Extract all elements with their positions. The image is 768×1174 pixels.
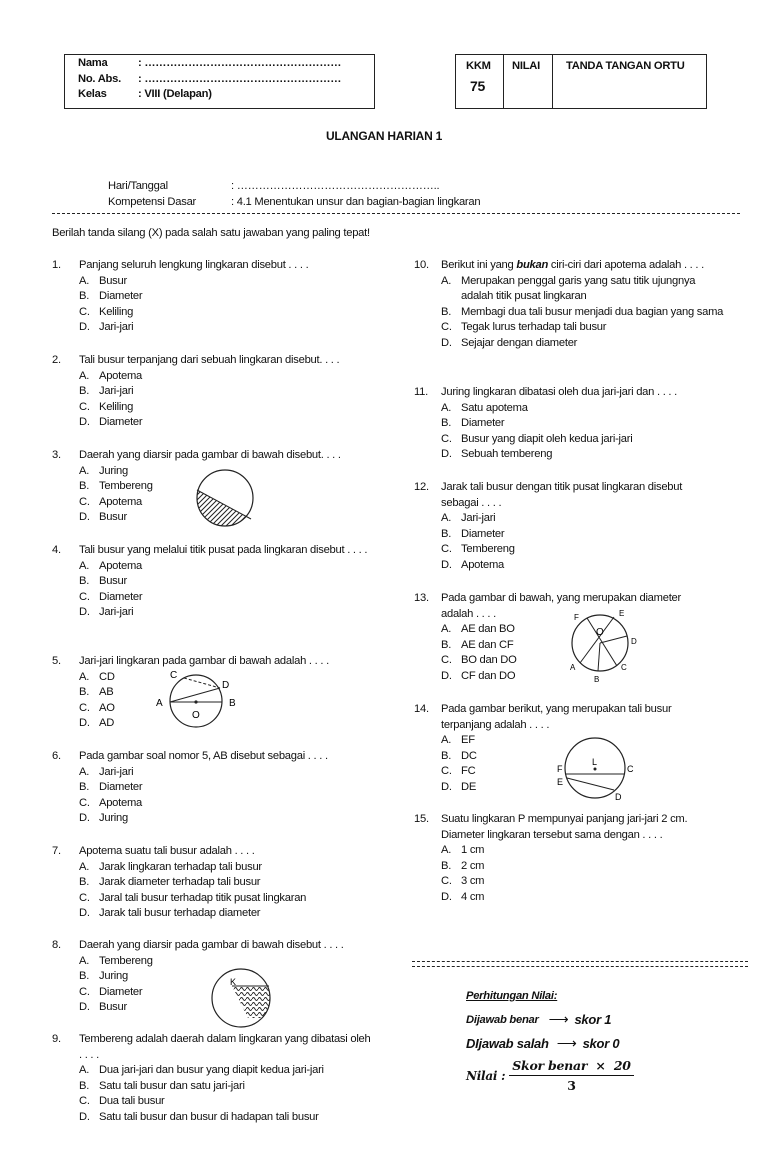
option-text: Satu tali busur dan busur di hadapan tali busur: [99, 1110, 319, 1123]
figure-q8-circle: [210, 966, 272, 1030]
option-text: Tembereng: [461, 543, 515, 556]
kkm-value: 75: [470, 78, 486, 94]
answer-option[interactable]: [414, 859, 714, 875]
option-letter: C.: [441, 875, 452, 888]
answer-option[interactable]: [414, 558, 714, 574]
option-letter: B.: [79, 876, 90, 889]
nilai-label: NILAI: [512, 60, 540, 72]
option-text: Apotema: [99, 559, 143, 572]
question-number: 9.: [52, 1033, 61, 1045]
option-text: Diameter: [99, 781, 143, 794]
question-text: Suatu lingkaran P mempunyai panjang jari-jari 2 cm. Diameter lingkaran tersebut sama dengan . . . .: [441, 813, 688, 841]
answer-option[interactable]: [52, 305, 352, 321]
meta-value: : 4.1 Menentukan unsur dan bagian-bagian lingkaran: [231, 195, 481, 208]
option-letter: D.: [441, 669, 452, 682]
option-text: Tembereng: [99, 954, 153, 967]
question-text: Panjang seluruh lengkung lingkaran disebut . . . .: [79, 259, 309, 271]
question-text: Tali busur yang melalui titik pusat pada lingkaran disebut . . . .: [79, 544, 368, 556]
option-text: Jari-jari: [99, 385, 134, 398]
option-letter: C.: [79, 985, 90, 998]
answer-option[interactable]: [414, 336, 730, 352]
option-text: Busur: [99, 575, 127, 588]
option-letter: C.: [79, 495, 90, 508]
shaded-segment: [195, 489, 255, 529]
option-letter: A.: [441, 401, 452, 414]
option-text: Apotema: [461, 558, 505, 571]
student-field-label: Kelas: [78, 88, 107, 100]
option-text: 2 cm: [461, 859, 485, 872]
answer-option[interactable]: [52, 415, 372, 431]
option-letter: D.: [79, 511, 90, 524]
option-text: Diameter: [99, 416, 143, 429]
option-letter: C.: [79, 1095, 90, 1108]
question-10: [414, 258, 730, 352]
answer-option[interactable]: [52, 320, 352, 336]
fig13-label-a: A: [570, 663, 576, 672]
answer-option[interactable]: [414, 653, 704, 669]
option-text: 1 cm: [461, 844, 485, 857]
option-text: Apotema: [99, 495, 143, 508]
option-letter: C.: [79, 701, 90, 714]
option-text: Apotema: [99, 796, 143, 809]
fig13-label-c: C: [621, 663, 627, 672]
option-text: Diameter: [461, 527, 505, 540]
option-text: Jarak diameter terhadap tali busur: [99, 876, 261, 889]
fig14-label-d: D: [615, 792, 622, 802]
answer-option[interactable]: [414, 511, 714, 527]
question-2: [52, 353, 372, 431]
option-text: Dua jari-jari dan busur yang diapit kedua jari-jari: [99, 1064, 324, 1077]
fig14-label-c: C: [627, 764, 634, 774]
formula-fraction: [509, 1058, 633, 1093]
option-letter: C.: [79, 796, 90, 809]
meta-label: Hari/Tanggal: [108, 180, 168, 192]
option-text: Satu tali busur dan satu jari-jari: [99, 1079, 245, 1092]
option-letter: D.: [441, 890, 452, 903]
question-number: 6.: [52, 750, 61, 762]
option-letter: A.: [441, 274, 452, 287]
option-text: FC: [461, 765, 476, 778]
fig13-label-f: F: [574, 613, 579, 622]
option-text: CF dan DO: [461, 669, 516, 682]
salah-label: DIjawab salah: [466, 1036, 549, 1051]
fig8-label-k: K: [230, 977, 236, 987]
option-letter: A.: [441, 734, 452, 747]
answer-option[interactable]: [52, 590, 372, 606]
option-letter: B.: [441, 859, 452, 872]
fig5-label-b: B: [229, 698, 236, 709]
option-text: CD: [99, 670, 115, 683]
option-letter: A.: [441, 623, 452, 636]
answer-option[interactable]: [52, 384, 372, 400]
option-text: Satu apotema: [461, 401, 528, 414]
option-letter: B.: [79, 480, 90, 493]
option-letter: B.: [441, 305, 452, 318]
student-field-label: No. Abs.: [78, 72, 121, 85]
instruction: Berilah tanda silang (X) pada salah satu jawaban yang paling tepat!: [52, 227, 370, 239]
option-text: Membagi dua tali busur menjadi dua bagian yang sama: [461, 305, 724, 318]
formula-denominator: 3: [567, 1078, 576, 1093]
option-text: Busur: [99, 274, 127, 287]
option-text: Juring: [99, 464, 128, 477]
option-letter: A.: [441, 512, 452, 525]
question-15: [414, 812, 714, 906]
question-number: 13.: [414, 592, 429, 604]
option-letter: D.: [441, 336, 452, 349]
option-letter: B.: [441, 638, 452, 651]
grade-box-divider-1: [503, 54, 504, 108]
answer-option[interactable]: [52, 1094, 372, 1110]
option-text: DC: [461, 749, 477, 762]
option-text: AD: [99, 717, 115, 730]
option-letter: D.: [79, 416, 90, 429]
arrow-icon: ⟶: [556, 1035, 577, 1051]
answer-option[interactable]: [414, 320, 730, 336]
option-text: 3 cm: [461, 875, 485, 888]
question-number: 1.: [52, 259, 61, 271]
question-emphasis: bukan: [516, 259, 549, 271]
option-letter: C.: [79, 590, 90, 603]
option-text: Apotema: [99, 369, 143, 382]
option-letter: B.: [79, 575, 90, 588]
scoring-divider: [412, 961, 748, 967]
option-letter: B.: [79, 385, 90, 398]
option-text: Sebuah tembereng: [461, 448, 553, 461]
scoring-title: Perhitungan Nilai:: [466, 990, 558, 1002]
option-text: DE: [461, 780, 477, 793]
ttd-label: TANDA TANGAN ORTU: [566, 60, 685, 72]
question-number: 5.: [52, 655, 61, 667]
question-number: 15.: [414, 813, 429, 825]
option-letter: B.: [441, 527, 452, 540]
answer-option[interactable]: [414, 527, 714, 543]
question-11: [414, 385, 714, 463]
question-7: [52, 844, 372, 922]
answer-option[interactable]: [52, 605, 372, 621]
option-letter: D.: [441, 558, 452, 571]
option-letter: A.: [79, 369, 90, 382]
question-number: 12.: [414, 481, 429, 493]
option-text: Keliling: [99, 305, 134, 318]
question-number: 7.: [52, 845, 61, 857]
fig5-label-a: A: [156, 698, 163, 709]
option-text: Merupakan penggal garis yang satu titik ujungnya adalah titik pusat lingkaran: [461, 274, 696, 303]
header-divider: [52, 213, 740, 214]
option-letter: C.: [79, 305, 90, 318]
fig13-label-e: E: [619, 609, 625, 618]
answer-option[interactable]: [414, 542, 714, 558]
meta-value: : ………………………………………………..: [231, 180, 440, 192]
option-letter: C.: [441, 432, 452, 445]
grade-box-divider-2: [552, 54, 553, 108]
question-number: 4.: [52, 544, 61, 556]
option-text: Jari-jari: [99, 765, 134, 778]
fig14-label-l: L: [592, 757, 597, 767]
option-letter: C.: [79, 891, 90, 904]
fig13-label-b: B: [594, 675, 600, 684]
answer-option[interactable]: [52, 559, 372, 575]
answer-option[interactable]: [52, 811, 372, 827]
answer-option[interactable]: [414, 622, 704, 638]
answer-option[interactable]: [414, 274, 730, 305]
answer-option[interactable]: [52, 796, 372, 812]
answer-option[interactable]: [52, 765, 372, 781]
question-text: Juring lingkaran dibatasi oleh dua jari-jari dan . . . .: [441, 386, 677, 398]
option-text: 4 cm: [461, 890, 485, 903]
question-text: Tembereng adalah daerah dalam lingkaran yang dibatasi oleh . . . .: [79, 1033, 371, 1061]
option-text: EF: [461, 734, 475, 747]
figure-q5-circle: [150, 668, 240, 728]
meta-row: [108, 195, 480, 211]
fig14-label-f: F: [557, 764, 563, 774]
nilai-label: Nilai :: [466, 1068, 506, 1083]
answer-option[interactable]: [52, 289, 352, 305]
option-letter: B.: [79, 781, 90, 794]
scoring-benar-row: [466, 1011, 611, 1028]
answer-option[interactable]: [52, 274, 352, 290]
option-letter: A.: [79, 954, 90, 967]
option-text: Jaral tali busur terhadap titik pusat lingkaran: [99, 891, 307, 904]
option-letter: A.: [79, 274, 90, 287]
answer-option[interactable]: [52, 574, 372, 590]
question-text: Pada gambar di bawah, yang merupakan diameter adalah . . . .: [441, 592, 681, 620]
option-letter: B.: [79, 1079, 90, 1092]
option-letter: C.: [441, 654, 452, 667]
figure-q3-tembereng: [195, 467, 255, 529]
answer-option[interactable]: [52, 860, 372, 876]
student-field-value[interactable]: : ………………………………………………: [138, 72, 342, 85]
option-letter: D.: [79, 321, 90, 334]
option-text: Busur: [99, 511, 127, 524]
option-text: Sejajar dengan diameter: [461, 336, 578, 349]
answer-option[interactable]: [52, 891, 372, 907]
page-title: ULANGAN HARIAN 1: [326, 129, 442, 143]
scoring-salah-row: [466, 1035, 619, 1052]
option-letter: C.: [441, 543, 452, 556]
question-6: [52, 749, 372, 827]
option-text: Tembereng: [99, 480, 153, 493]
question-number: 11.: [414, 386, 428, 398]
option-text: AE dan CF: [461, 638, 514, 651]
option-letter: D.: [79, 812, 90, 825]
question-9: [52, 1032, 372, 1126]
option-letter: B.: [79, 686, 90, 699]
answer-option[interactable]: [52, 906, 372, 922]
option-letter: A.: [79, 670, 90, 683]
fig5-label-o: O: [192, 710, 200, 721]
answer-option[interactable]: [52, 1079, 372, 1095]
option-letter: B.: [79, 290, 90, 303]
question-text: Pada gambar berikut, yang merupakan tali busur terpanjang adalah . . . .: [441, 703, 672, 731]
answer-option[interactable]: [414, 447, 714, 463]
benar-score: skor 1: [574, 1012, 612, 1027]
question-text: Daerah yang diarsir pada gambar di bawah disebut . . . .: [79, 939, 344, 951]
student-field-row: [78, 72, 341, 88]
question-number: 10.: [414, 259, 429, 271]
question-text: Jarak tali busur dengan titik pusat lingkaran disebut sebagai . . . .: [441, 481, 683, 509]
answer-option[interactable]: [414, 432, 714, 448]
fig14-label-e: E: [557, 777, 563, 787]
option-letter: A.: [79, 860, 90, 873]
answer-option[interactable]: [414, 669, 704, 685]
option-text: Jarak lingkaran terhadap tali busur: [99, 860, 262, 873]
scoring-formula: [466, 1058, 634, 1093]
fig13-label-d: D: [631, 637, 637, 646]
option-text: Diameter: [99, 590, 143, 603]
option-text: BO dan DO: [461, 654, 517, 667]
student-field-label: Nama: [78, 57, 108, 69]
question-text-part: Berikut ini yang: [441, 259, 517, 271]
answer-option[interactable]: [414, 890, 714, 906]
option-text: Juring: [99, 970, 128, 983]
question-text: Daerah yang diarsir pada gambar di bawah disebut. . . .: [79, 449, 341, 461]
option-text: Diameter: [99, 985, 143, 998]
question-12: [414, 480, 714, 574]
option-letter: D.: [441, 780, 452, 793]
salah-score: skor 0: [582, 1036, 620, 1051]
question-4: [52, 543, 372, 621]
option-letter: C.: [441, 321, 452, 334]
option-text: Diameter: [461, 417, 505, 430]
answer-option[interactable]: [52, 400, 372, 416]
answer-option[interactable]: [414, 416, 714, 432]
figure-q13-circle: [565, 604, 645, 684]
option-letter: D.: [79, 606, 90, 619]
option-text: Busur: [99, 1001, 127, 1014]
option-text: Keliling: [99, 400, 134, 413]
option-letter: A.: [79, 765, 90, 778]
question-text: Jari-jari lingkaran pada gambar di bawah adalah . . . .: [79, 655, 329, 667]
option-letter: C.: [441, 765, 452, 778]
answer-option[interactable]: [52, 780, 372, 796]
kkm-label: KKM: [466, 60, 491, 72]
student-info-fields: [78, 56, 341, 103]
student-field-row: [78, 87, 341, 103]
question-13: [414, 591, 704, 685]
arrow-icon: ⟶: [548, 1011, 569, 1027]
option-text: Tegak lurus terhadap tali busur: [461, 321, 607, 334]
option-letter: D.: [441, 448, 452, 461]
question-text: Tali busur terpanjang dari sebuah lingkaran disebut. . . .: [79, 354, 340, 366]
option-text: Juring: [99, 812, 128, 825]
option-letter: D.: [79, 1110, 90, 1123]
question-number: 2.: [52, 354, 61, 366]
option-letter: D.: [79, 1001, 90, 1014]
question-text: Apotema suatu tali busur adalah . . . .: [79, 845, 255, 857]
answer-option[interactable]: [414, 305, 730, 321]
option-letter: B.: [441, 417, 452, 430]
option-text: Dua tali busur: [99, 1095, 165, 1108]
option-letter: A.: [79, 464, 90, 477]
answer-option[interactable]: [414, 401, 714, 417]
option-text: AO: [99, 701, 115, 714]
meta-label: Kompetensi Dasar: [108, 195, 197, 208]
question-number: 8.: [52, 939, 61, 951]
answer-option[interactable]: [414, 874, 714, 890]
option-letter: D.: [79, 717, 90, 730]
option-letter: A.: [79, 1064, 90, 1077]
answer-option[interactable]: [52, 875, 372, 891]
option-letter: B.: [441, 749, 452, 762]
option-text: Jari-jari: [99, 321, 134, 334]
question-1: [52, 258, 352, 336]
question-number: 14.: [414, 703, 429, 715]
option-letter: B.: [79, 970, 90, 983]
answer-option[interactable]: [52, 1063, 372, 1079]
option-text: Busur yang diapit oleh kedua jari-jari: [461, 432, 633, 445]
question-text: Pada gambar soal nomor 5, AB disebut sebagai . . . .: [79, 750, 328, 762]
fig5-label-c: C: [170, 670, 177, 681]
fig13-label-o: O: [596, 627, 604, 638]
option-letter: A.: [79, 559, 90, 572]
option-text: Jari-jari: [99, 606, 134, 619]
formula-numerator: Skor benar × 20: [509, 1058, 633, 1076]
figure-q14-circle: [550, 734, 640, 804]
answer-option[interactable]: [414, 638, 704, 654]
student-field-row: [78, 56, 341, 72]
benar-label: Dijawab benar: [466, 1013, 539, 1026]
option-letter: C.: [79, 400, 90, 413]
answer-option[interactable]: [52, 369, 372, 385]
meta-row: [108, 179, 480, 195]
option-letter: A.: [441, 844, 452, 857]
option-letter: D.: [79, 907, 90, 920]
question-number: 3.: [52, 449, 61, 461]
option-text: Diameter: [99, 290, 143, 303]
option-text: AE dan BO: [461, 623, 515, 636]
option-text: Jari-jari: [461, 512, 496, 525]
student-field-value[interactable]: : VIII (Delapan): [138, 88, 212, 100]
option-text: AB: [99, 686, 114, 699]
student-field-value[interactable]: : ………………………………………………: [138, 57, 342, 69]
answer-option[interactable]: [52, 1110, 372, 1126]
option-text: Jarak tali busur terhadap diameter: [99, 907, 261, 920]
fig5-label-d: D: [222, 680, 229, 691]
exam-meta: [108, 179, 480, 210]
answer-option[interactable]: [414, 843, 714, 859]
question-text: [441, 258, 730, 274]
question-text-part: ciri-ciri dari apotema adalah . . . .: [548, 259, 704, 271]
